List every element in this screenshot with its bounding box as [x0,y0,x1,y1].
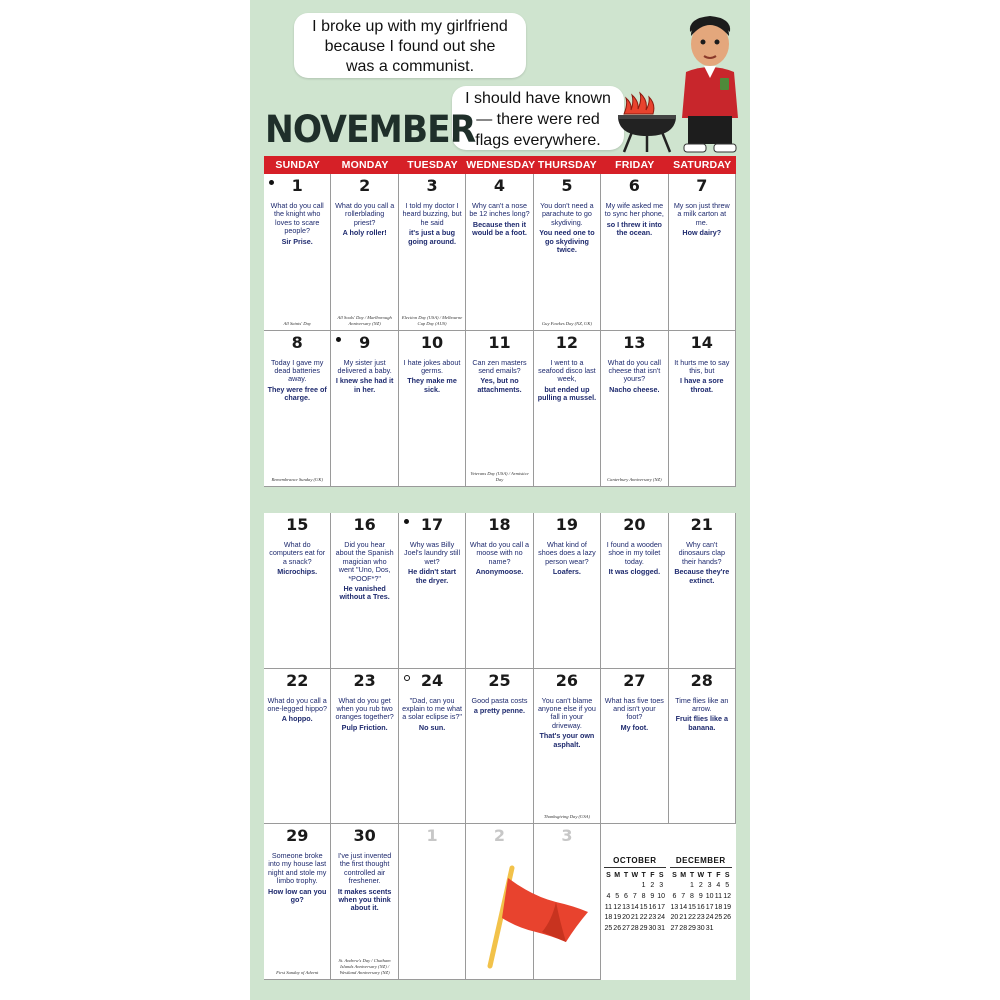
holiday-label: St. Andrew's Day / Chatham Islands Anniversary (NZ) / Westland Anniversary (NZ) [338,958,391,975]
day-number: 4 [493,176,506,195]
mini-day: 19 [723,903,732,911]
daily-joke [604,359,664,395]
mini-day: 15 [688,903,696,911]
mini-day: 11 [604,903,613,911]
mini-day: 20 [670,914,679,922]
day-cell [331,513,398,669]
day-cell [466,174,533,331]
day-number: 6 [628,176,640,195]
day-cell [331,824,398,980]
mini-weekday-letter: S [724,871,730,879]
day-number: 2 [359,176,371,195]
day-cell [534,174,601,331]
day-number: 12 [555,332,579,352]
day-number: 11 [488,332,511,352]
speech-bubble-top [294,13,526,78]
holiday-label: Veterans Day (USA) / Armistice Day [470,471,529,482]
daily-joke [334,541,394,602]
bubble-bottom-line-3: flags everywhere. [475,132,601,149]
mini-day: 29 [639,924,648,932]
bubble-top-line-3: was a communist. [345,58,475,75]
joke-punchline: I knew she had it in her. [335,376,394,394]
daily-joke [334,697,394,733]
mini-day: 26 [723,914,732,922]
joke-setup: What kind of shoes does a lazy person wear? [538,540,596,566]
daily-joke [537,202,597,254]
mini-day: 20 [622,914,630,922]
mini-day: 31 [657,924,666,932]
daily-joke [469,202,529,238]
joke-setup: You can't blame anyone else if you fall in your driveway. [537,695,596,730]
mini-day: 9 [650,892,655,900]
day-number: 3 [426,176,438,195]
mini-day: 28 [679,924,688,932]
joke-punchline: My foot. [620,722,649,732]
day-number: 25 [488,670,511,690]
day-number: 1 [291,176,303,195]
mini-day: 16 [696,903,705,911]
joke-punchline: Sir Prise. [281,236,313,246]
daily-joke [672,202,732,238]
joke-setup: I hate jokes about germs. [403,357,461,375]
daily-joke [267,852,327,904]
mini-day: 3 [659,882,664,890]
day-cell [264,331,331,488]
mini-day: 26 [613,924,622,932]
joke-setup: What do computers eat for a snack? [269,540,326,566]
mini-calendar-title: OCTOBER [604,856,666,868]
daily-joke [537,697,597,749]
day-number: 26 [555,670,579,690]
mini-day: 27 [622,924,630,932]
mini-day: 1 [641,882,646,890]
mini-day: 13 [622,903,630,911]
mini-day: 31 [705,924,714,932]
day-number: 28 [690,670,713,690]
day-cell [331,331,398,488]
mini-day: 3 [707,882,712,890]
joke-setup: My son just threw a milk carton at me. [673,201,730,227]
day-cell [264,513,331,669]
cartoon-man-illustration [670,10,750,156]
day-cell [399,331,466,488]
mini-day: 14 [630,903,639,911]
mini-weekday-letter: T [641,871,646,879]
mini-day [613,881,622,892]
day-number: 15 [286,515,309,534]
mini-day: 21 [679,914,688,922]
day-number: 24 [420,670,444,690]
mini-day: 24 [705,914,714,922]
bubble-bottom-line-1: I should have known [465,90,611,107]
day-number: 5 [561,176,573,195]
joke-setup: What do you call a moose with no name? [469,540,530,566]
mini-day: 10 [705,892,714,900]
day-cell [331,174,398,331]
day-number: 1 [426,826,438,845]
mini-weekday-letter: T [689,871,695,879]
daily-joke [267,541,327,577]
daily-joke [672,697,732,733]
mini-day: 27 [670,924,679,932]
mini-day: 18 [604,914,613,922]
mini-day: 17 [705,903,714,911]
mini-day: 9 [698,892,703,900]
joke-setup: My wife asked me to sync her phone, [604,201,664,219]
day-number: 10 [420,332,444,352]
joke-setup: Why can't dinosaurs clap their hands? [678,540,725,566]
joke-punchline: It was clogged. [608,567,661,577]
weekday-tuesday: TUESDAY [407,159,458,171]
mini-calendar-october [604,856,666,934]
day-number: 19 [555,515,579,534]
daily-joke [604,541,664,577]
joke-punchline: I have a sore throat. [679,376,724,394]
mini-day: 17 [657,903,666,911]
joke-setup: I told my doctor I heard buzzing, but he said [402,201,462,227]
mini-day: 6 [672,892,677,900]
holiday-label: Remembrance Sunday (UK) [271,477,323,482]
joke-punchline: A holy roller! [342,228,387,238]
mini-weekday-letter: T [623,871,629,879]
mini-day: 5 [725,882,730,890]
weekday-wednesday: WEDNESDAY [466,159,536,171]
day-cell [399,669,466,825]
mini-day [622,881,631,892]
joke-punchline: A hoppo. [281,714,313,724]
weekday-thursday: THURSDAY [537,159,597,171]
day-number: 7 [696,176,708,195]
mini-day [723,923,732,934]
daily-joke [334,359,394,395]
day-cell [601,669,668,825]
day-cell [264,824,331,980]
day-number: 22 [286,670,309,690]
daily-joke [267,202,327,246]
joke-punchline: He vanished without a Tres. [339,584,390,602]
day-cell [399,174,466,331]
day-number: 20 [623,515,646,534]
day-cell [601,174,668,331]
mini-day: 21 [630,914,639,922]
bubble-top-line-1: I broke up with my girlfriend [312,18,508,35]
daily-joke [334,202,394,238]
daily-joke [672,359,732,395]
mini-day: 16 [648,903,657,911]
daily-joke [267,697,327,724]
joke-punchline: Because then it would be a foot. [472,219,527,238]
weekday-monday: MONDAY [341,159,389,171]
day-cell [669,513,736,669]
mini-weekday-letter: F [716,871,721,879]
holiday-label: Thanksgiving Day (USA) [543,814,590,819]
mini-day: 22 [639,914,648,922]
daily-joke [402,697,462,733]
joke-punchline: It makes scents when you think about it. [337,886,392,913]
mini-day: 30 [696,924,705,932]
mini-weekday-letter: T [707,871,712,879]
daily-joke [604,202,664,238]
mini-weekday-letter: S [658,871,664,879]
joke-punchline: a pretty penne. [473,705,526,715]
mini-day: 23 [696,914,705,922]
daily-joke [469,359,529,395]
day-number: 2 [493,826,506,845]
joke-punchline: How low can you go? [268,886,327,905]
calendar-grid-weeks-1-2 [264,156,736,487]
mini-weekday-letter: W [631,871,639,879]
bubble-top-line-2: because I found out she [324,38,496,55]
month-title: NOVEMBER [265,108,476,151]
mini-day: 28 [630,924,639,932]
joke-punchline: You need one to go skydiving twice. [539,228,595,255]
mini-day: 7 [681,892,686,900]
daily-joke [402,359,462,395]
joke-punchline: it's just a bug going around. [408,228,457,246]
joke-setup: What do you call a rollerblading priest? [335,201,395,227]
day-cell [264,669,331,825]
joke-setup: "Dad, can you explain to me what a solar eclipse is?" [402,695,463,722]
daily-joke [469,697,529,716]
day-cell [399,513,466,669]
joke-punchline: He didn't start the dryer. [408,567,457,585]
mini-weekday-letter: M [614,871,621,879]
weekday-header [264,156,736,174]
joke-punchline: Anonymoose. [475,567,524,577]
joke-setup: It hurts me to say this, but [674,357,730,375]
mini-day: 18 [714,903,723,911]
daily-joke [537,541,597,577]
mini-weekday-letter: F [650,871,655,879]
joke-setup: What do you call cheese that isn't yours? [607,357,661,384]
mini-day: 19 [613,914,622,922]
day-cell [466,669,533,825]
mini-day [714,923,723,934]
joke-punchline: but ended up pulling a mussel. [537,384,597,403]
holiday-label: Election Day (USA) / Melbourne Cup Day (AUS) [401,314,463,326]
speech-bubble-bottom [452,86,624,150]
mini-day: 2 [650,882,655,890]
mini-day: 25 [714,914,723,922]
joke-setup: You don't need a parachute to go skydiving. [540,201,594,227]
day-cell [669,174,736,331]
holiday-label: Guy Fawkes Day (NZ, UK) [541,320,592,326]
day-cell [669,669,736,825]
day-cell [601,513,668,669]
mini-day [604,881,613,892]
joke-punchline: Yes, but no attachments. [477,376,522,394]
daily-joke [469,541,529,577]
mini-day: 4 [606,892,611,900]
day-cell [466,513,533,669]
mini-day: 8 [641,892,646,900]
mini-day: 24 [657,914,666,922]
joke-punchline: so I threw it into the ocean. [606,219,662,238]
joke-punchline: Fruit flies like a banana. [675,714,728,732]
joke-setup: Why can't a nose be 12 inches long? [469,201,530,219]
joke-setup: Someone broke into my house last night and stole my limbo trophy. [268,851,327,886]
mini-day: 12 [723,892,732,900]
joke-setup: My sister just delivered a baby. [337,357,392,375]
mini-day: 11 [714,892,723,900]
mini-weekday-letter: S [672,871,677,879]
mini-calendar-december [670,856,732,934]
holiday-label: All Saints' Day [283,320,311,326]
joke-punchline: Pulp Friction. [341,722,388,732]
day-number: 21 [690,515,713,534]
day-number: 8 [291,332,303,352]
mini-calendar-title: DECEMBER [670,856,732,868]
mini-day: 30 [648,924,657,932]
daily-joke [402,202,462,246]
mini-day: 23 [648,914,657,922]
day-number: 23 [353,670,376,690]
joke-setup: I found a wooden shoe in my toilet today. [606,540,662,566]
joke-punchline: Loafers. [552,567,581,577]
joke-setup: Time flies like an arrow. [675,695,729,713]
daily-joke [334,852,394,913]
day-cell [466,331,533,488]
day-cell [534,331,601,488]
joke-setup: What do you call a one-legged hippo? [267,695,327,713]
mini-day: 15 [639,903,648,911]
joke-setup: Good pasta costs [471,695,528,705]
mini-weekday-letter: M [680,871,687,879]
mini-day: 5 [615,892,620,900]
day-cell [264,174,331,331]
mini-day: 6 [624,892,628,900]
day-number: 9 [359,332,371,352]
holiday-label: All Souls' Day / Marlborough Anniversary (NZ) [337,314,392,326]
mini-day: 2 [698,882,703,890]
joke-setup: What do you get when you rub two oranges together? [335,695,394,722]
weekday-friday: FRIDAY [615,159,655,171]
mini-day [679,881,688,892]
joke-punchline: How dairy? [682,228,722,238]
day-number: 3 [561,826,573,845]
mini-day [670,881,679,892]
day-number: 29 [286,826,309,845]
joke-punchline: Because they're extinct. [674,567,730,585]
joke-setup: What do you call the knight who loves to scare people? [270,201,324,236]
day-number: 18 [488,515,511,534]
day-cell [534,669,601,825]
mini-day: 22 [688,914,696,922]
daily-joke [604,697,664,733]
joke-punchline: They were free of charge. [267,384,327,403]
day-number: 30 [353,826,376,845]
daily-joke [672,541,732,585]
joke-punchline: Microchips. [277,567,318,577]
day-cell [601,331,668,488]
joke-setup: I went to a seafood disco last week, [538,357,596,384]
day-number: 27 [623,670,646,690]
joke-setup: I've just invented the first thought controlled air freshener. [337,851,392,886]
mini-day: 14 [679,903,688,911]
day-number: 16 [353,515,376,534]
holiday-label: First Sunday of Advent [276,970,319,975]
mini-day: 1 [690,882,694,890]
day-cell [669,331,736,488]
day-cell [534,513,601,669]
joke-setup: Did you hear about the Spanish magician who went "Uno, Dos, *POOF*?" [335,540,394,583]
day-number: 13 [623,332,646,352]
joke-punchline: Nacho cheese. [609,384,660,394]
red-flag-illustration [482,862,592,970]
mini-day: 4 [716,882,721,890]
joke-punchline: That's your own asphalt. [539,731,595,749]
weekday-sunday: SUNDAY [275,159,320,171]
mini-day: 13 [670,903,679,911]
joke-setup: Today I gave my dead batteries away. [271,357,324,384]
joke-punchline: No sun. [418,722,446,732]
mini-day: 12 [613,903,622,911]
holiday-label: Canterbury Anniversary (NZ) [607,477,662,482]
mini-day: 10 [657,892,666,900]
mini-day [630,881,639,892]
joke-setup: Why was Billy Joel's laundry still wet? [404,540,461,566]
mini-weekday-letter: W [697,871,705,879]
bubble-bottom-line-2: — there were red [476,111,600,128]
daily-joke [267,359,327,403]
day-number: 14 [690,332,713,352]
joke-setup: What has five toes and isn't your foot? [604,695,664,722]
mini-weekday-letter: S [606,871,611,879]
calendar-page [250,0,750,1000]
day-cell [399,824,466,980]
daily-joke [537,359,597,403]
mini-day: 7 [632,892,637,900]
day-number: 17 [420,515,444,534]
joke-setup: Can zen masters send emails? [472,357,527,375]
mini-day: 8 [690,892,694,900]
joke-punchline: They make me sick. [407,376,457,394]
mini-day: 25 [604,924,613,932]
daily-joke [402,541,462,585]
day-cell [331,669,398,825]
mini-day: 29 [688,924,696,932]
weekday-saturday: SATURDAY [673,159,732,171]
